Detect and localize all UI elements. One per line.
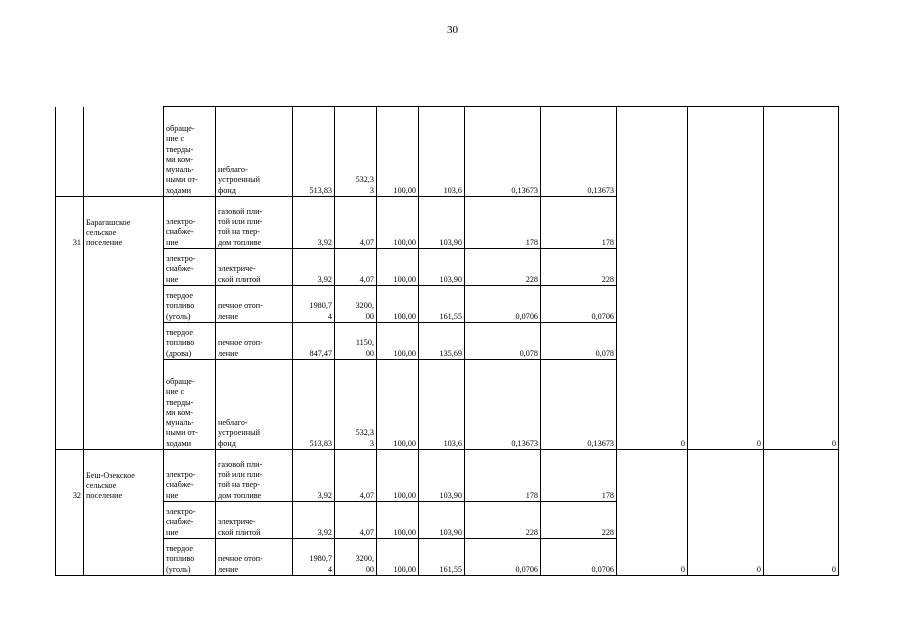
- value-6: 0,0706: [541, 539, 617, 576]
- service-type: электро- снабже- ние: [164, 249, 216, 286]
- value-2: 3200, 00: [335, 539, 377, 576]
- table-row: [56, 450, 839, 502]
- value-3: 100,00: [377, 502, 419, 539]
- settlement-name: Беш-Озекское сельское поселение: [84, 450, 164, 502]
- value-4: 135,69: [419, 323, 465, 360]
- indicator-3: 0: [764, 450, 839, 576]
- row-number: [56, 323, 84, 360]
- indicator-1: 0: [617, 450, 688, 576]
- value-1: 513,83: [293, 107, 335, 197]
- value-4: 103,90: [419, 450, 465, 502]
- value-4: 103,6: [419, 107, 465, 197]
- settlement-name: [84, 502, 164, 539]
- housing-condition: печное отоп- ление: [216, 539, 293, 576]
- value-6: 178: [541, 197, 617, 249]
- value-1: 3,92: [293, 502, 335, 539]
- value-2: 1150, 00: [335, 323, 377, 360]
- housing-condition: печное отоп- ление: [216, 323, 293, 360]
- value-1: 1980,7 4: [293, 286, 335, 323]
- housing-condition: печное отоп- ление: [216, 286, 293, 323]
- value-2: 532,3 3: [335, 360, 377, 450]
- value-6: 0,13673: [541, 107, 617, 197]
- service-type: электро- снабже- ние: [164, 197, 216, 249]
- value-4: 161,55: [419, 539, 465, 576]
- housing-condition: газовой пли- той или пли- той на твер- дом топливе: [216, 450, 293, 502]
- value-5: 0,078: [465, 323, 541, 360]
- value-2: 4,07: [335, 197, 377, 249]
- value-3: 100,00: [377, 450, 419, 502]
- housing-condition: газовой пли- той или пли- той на твер- дом топливе: [216, 197, 293, 249]
- indicator-2: 0: [688, 107, 764, 450]
- value-5: 228: [465, 502, 541, 539]
- value-6: 228: [541, 249, 617, 286]
- row-number: [56, 502, 84, 539]
- settlement-name: [84, 360, 164, 450]
- value-4: 161,55: [419, 286, 465, 323]
- value-5: 0,0706: [465, 286, 541, 323]
- value-6: 0,0706: [541, 286, 617, 323]
- housing-condition: электриче- ской плитой: [216, 249, 293, 286]
- value-1: 847,47: [293, 323, 335, 360]
- housing-condition: электриче- ской плитой: [216, 502, 293, 539]
- value-5: 0,0706: [465, 539, 541, 576]
- service-type: твердое топливо (уголь): [164, 539, 216, 576]
- settlement-name: Барагашское сельское поселение: [84, 197, 164, 249]
- service-type: твердое топливо (уголь): [164, 286, 216, 323]
- service-type: обраще- ние с тверды- ми ком- муналь- ными от- ходами: [164, 107, 216, 197]
- value-3: 100,00: [377, 539, 419, 576]
- value-4: 103,90: [419, 249, 465, 286]
- row-number: [56, 360, 84, 450]
- value-1: 3,92: [293, 197, 335, 249]
- row-number: [56, 249, 84, 286]
- value-6: 228: [541, 502, 617, 539]
- row-number: 31: [56, 197, 84, 249]
- value-2: 3200, 00: [335, 286, 377, 323]
- value-1: 1980,7 4: [293, 539, 335, 576]
- row-number: [56, 107, 84, 197]
- value-3: 100,00: [377, 323, 419, 360]
- service-type: электро- снабже- ние: [164, 450, 216, 502]
- table-row: [56, 107, 839, 197]
- value-6: 178: [541, 450, 617, 502]
- value-2: 4,07: [335, 450, 377, 502]
- row-number: 32: [56, 450, 84, 502]
- value-3: 100,00: [377, 107, 419, 197]
- service-type: обраще- ние с тверды- ми ком- муналь- ными от- ходами: [164, 360, 216, 450]
- value-3: 100,00: [377, 360, 419, 450]
- value-1: 513,83: [293, 360, 335, 450]
- settlement-name: [84, 249, 164, 286]
- value-1: 3,92: [293, 249, 335, 286]
- indicator-3: 0: [764, 107, 839, 450]
- indicator-2: 0: [688, 450, 764, 576]
- value-5: 178: [465, 450, 541, 502]
- value-5: 228: [465, 249, 541, 286]
- value-3: 100,00: [377, 249, 419, 286]
- value-4: 103,90: [419, 502, 465, 539]
- row-number: [56, 539, 84, 576]
- service-type: электро- снабже- ние: [164, 502, 216, 539]
- value-2: 532,3 3: [335, 107, 377, 197]
- housing-condition: неблаго- устроенный фонд: [216, 360, 293, 450]
- value-5: 0,13673: [465, 360, 541, 450]
- value-6: 0,078: [541, 323, 617, 360]
- page-number: 30: [447, 24, 458, 36]
- value-4: 103,6: [419, 360, 465, 450]
- value-4: 103,90: [419, 197, 465, 249]
- service-type: твердое топливо (дрова): [164, 323, 216, 360]
- value-5: 0,13673: [465, 107, 541, 197]
- value-2: 4,07: [335, 502, 377, 539]
- indicator-1: 0: [617, 107, 688, 450]
- value-3: 100,00: [377, 286, 419, 323]
- value-6: 0,13673: [541, 360, 617, 450]
- tariff-table: [55, 106, 839, 576]
- settlement-name: [84, 323, 164, 360]
- settlement-name: [84, 286, 164, 323]
- value-2: 4,07: [335, 249, 377, 286]
- settlement-name: [84, 539, 164, 576]
- settlement-name: [84, 107, 164, 197]
- value-1: 3,92: [293, 450, 335, 502]
- value-3: 100,00: [377, 197, 419, 249]
- value-5: 178: [465, 197, 541, 249]
- row-number: [56, 286, 84, 323]
- housing-condition: неблаго- устроенный фонд: [216, 107, 293, 197]
